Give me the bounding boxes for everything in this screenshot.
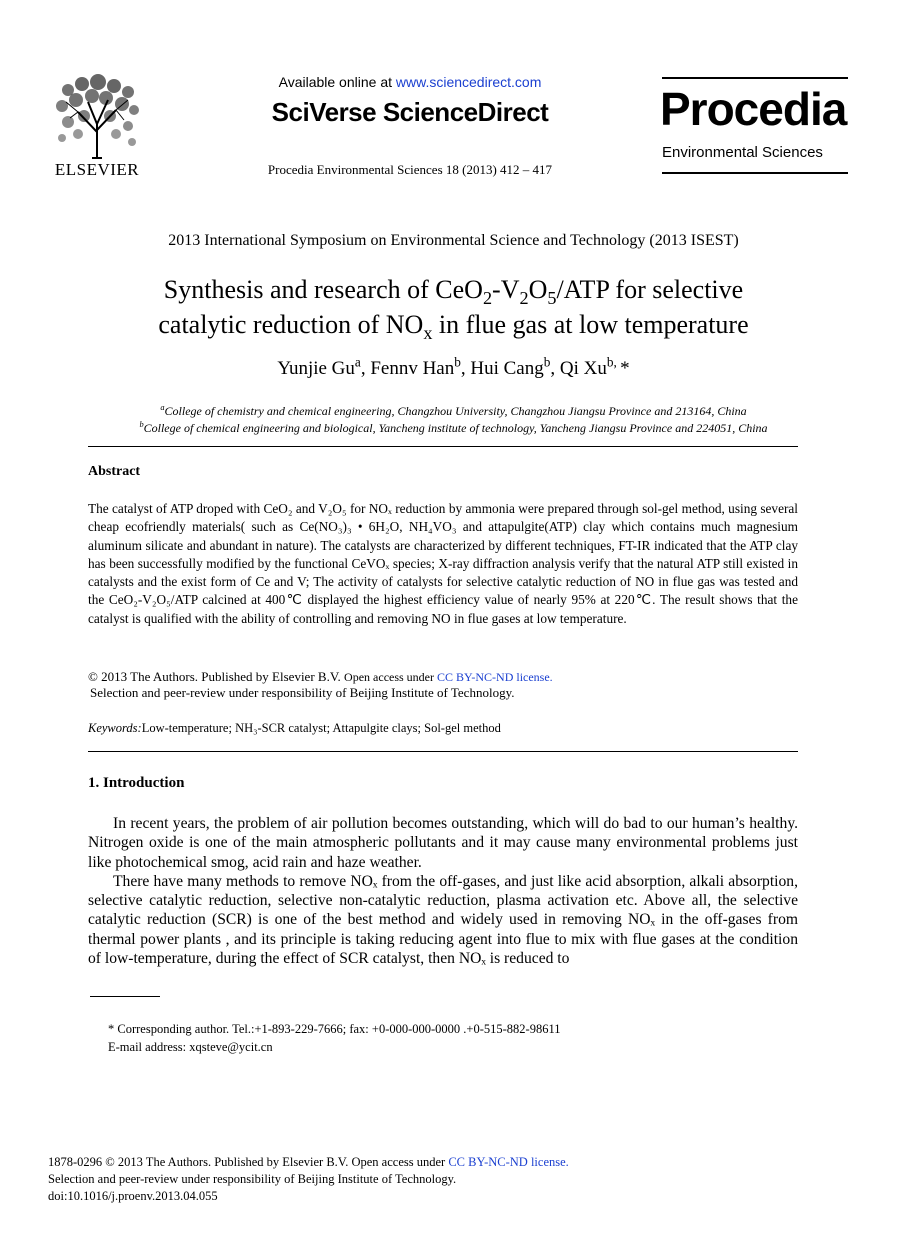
author: Fennv Han$^b$, bbox=[370, 354, 471, 379]
abstract-divider bbox=[88, 751, 798, 752]
abstract-heading: Abstract bbox=[88, 464, 141, 479]
procedia-subtitle: Environmental Sciences bbox=[662, 144, 823, 161]
email-address: E-mail address: xqsteve@ycit.cn bbox=[108, 1040, 273, 1054]
peer-review-line: Selection and peer-review under responsibility of Beijing Institute of Technology. bbox=[90, 685, 515, 700]
intro-paragraph-1: In recent years, the problem of air pollution becomes outstanding, which will do bad to our human’s healthy. Nitrogen oxide is one of the main atmospheric pollutants and it may cause many environmental problems just like photochemical smog, acid rain and haze weather. bbox=[88, 815, 798, 871]
procedia-rule-bottom bbox=[662, 172, 848, 174]
platform-name: SciVerse ScienceDirect bbox=[271, 97, 549, 127]
footer-line-1: 1878-0296 © 2013 The Authors. Published by Elsevier B.V. Open access under CC BY-NC-ND license. bbox=[48, 1155, 569, 1169]
copyright-line: © 2013 The Authors. Published by Elsevier B.V. Open access under CC BY-NC-ND license. bbox=[88, 669, 553, 684]
elsevier-tree-icon bbox=[48, 72, 146, 160]
author: Hui Cang$^b$, bbox=[470, 354, 560, 379]
corresponding-author: * Corresponding author. Tel.:+1-893-229-7666; fax: +0-000-000-0000 .+0-515-882-98611 bbox=[108, 1022, 561, 1036]
affiliations bbox=[40, 403, 867, 437]
title-line-1: Synthesis and research of $CeO_2-V_2O_5$/ATP for selective bbox=[163, 275, 744, 309]
footnote bbox=[108, 1020, 808, 1056]
title-line-2: catalytic reduction of $NO_x$ in flue gas at low temperature bbox=[158, 310, 749, 344]
footnote-rule bbox=[90, 996, 160, 997]
conference-name: 2013 International Symposium on Environmental Science and Technology (2013 ISEST) bbox=[168, 232, 739, 249]
author-list bbox=[40, 354, 867, 380]
available-prefix: Available online at bbox=[278, 74, 396, 90]
affiliation-b: $^b$College of chemical engineering and biological, Yancheng institute of technology, Yancheng Jiangsu Province and 224051, China bbox=[139, 420, 768, 435]
keywords bbox=[88, 721, 798, 736]
keywords-text: Low-temperature; NH₃-SCR catalyst; Attapulgite clays; Sol-gel method bbox=[141, 721, 501, 735]
elsevier-logo bbox=[48, 72, 146, 180]
paper-title bbox=[40, 272, 867, 342]
intro-heading: 1. Introduction bbox=[88, 775, 185, 791]
author: Qi $Xu^{b,}$ * bbox=[559, 354, 630, 379]
license-link[interactable]: CC BY-NC-ND license. bbox=[437, 670, 553, 684]
procedia-rule-top bbox=[662, 77, 848, 79]
footer-line-2: Selection and peer-review under responsibility of Beijing Institute of Technology. bbox=[48, 1172, 457, 1186]
journal-citation: Procedia Environmental Sciences 18 (2013) 412 – 417 bbox=[267, 162, 553, 177]
elsevier-wordmark: ELSEVIER bbox=[54, 160, 140, 179]
affiliation-a: $^a$College of chemistry and chemical engineering, Changzhou University, Changzhou Jiangsu Province and 213164, China bbox=[160, 403, 747, 418]
doi: doi:10.1016/j.proenv.2013.04.055 bbox=[48, 1189, 218, 1203]
sciencedirect-link[interactable]: www.sciencedirect.com bbox=[395, 74, 542, 90]
keywords-label: Keywords: bbox=[88, 721, 142, 735]
available-online bbox=[210, 74, 610, 90]
intro-body bbox=[88, 814, 798, 968]
page-footer bbox=[48, 1154, 868, 1205]
author: Yunjie Gu$^a$, bbox=[277, 354, 371, 379]
procedia-brand: Procedia bbox=[660, 83, 847, 135]
footer-license-link[interactable]: CC BY-NC-ND license. bbox=[448, 1155, 569, 1169]
abstract-body: The catalyst of ATP droped with CeO₂ and V₂O₅ for NOₓ reduction by ammonia were prepared through sol-gel method, using several cheap ecofriendly materials( such as Ce(NO₃)₃ • 6H₂O, NH₄VO₃ and attapulgite(ATP) clay which contains much magnesium aluminum silicate and abundant in nature). The catalysts are characterized by different techniques, FT-IR indicated that the ATP clay has been successfully modified by the functional CeVOₓ species; X-ray diffraction analysis verify that the natural ATP still existed in catalysts and the exist form of Ce and V; The activity of catalysts for selective catalytic reduction of NO in flue gas was tested and the CeO₂-V₂O₅/ATP calcined at 400℃ displayed the highest efficiency value of nearly 95% at 220℃. The result shows that the catalyst is qualified with the ability of controlling and removing NO in flue gases at low temperature. bbox=[88, 501, 798, 626]
intro-paragraph-2: There have many methods to remove NOₓ from the off-gases, and just like acid absorption, alkali absorption, selective catalytic reduction, selective non-catalytic reduction, plasma activation etc. Above all, the selective catalytic reduction (SCR) is one of the best method and widely used in removing NOₓ in the off-gases from thermal power plants , and its principle is taking reducing agent into flue to mix with flue gases at the condition of low-temperature, during the effect of SCR catalyst, then NOₓ is reduced to bbox=[88, 872, 798, 968]
header-divider bbox=[88, 446, 798, 447]
